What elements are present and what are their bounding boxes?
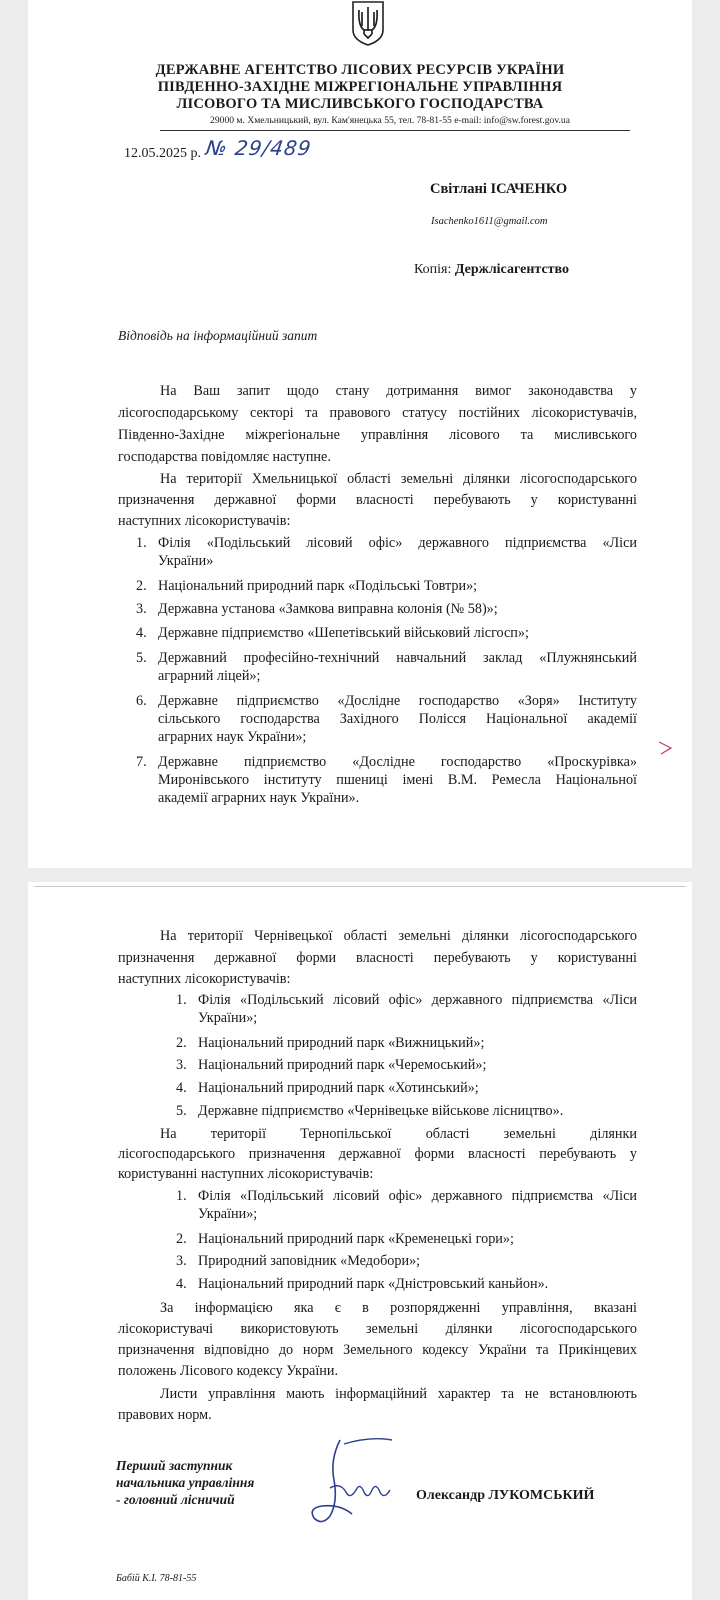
khm-item-5-text: Державний професійно-технічний навчальний заклад «Плужнянський bbox=[158, 650, 637, 666]
khm-item-4-text: Державне підприємство «Шепетівський військовий лісгосп»; bbox=[158, 625, 529, 641]
info-line-2: лісокористувачі використовують земельні ділянки лісогосподарського bbox=[118, 1321, 637, 1337]
khm-item-5-cont: аграрний ліцей»; bbox=[158, 668, 261, 684]
header-divider bbox=[160, 130, 630, 131]
khm-item-6-number: 6. bbox=[136, 693, 147, 709]
chern-item-1-number: 1. bbox=[176, 992, 187, 1008]
tern-line-1: На території Тернопільської області земельні ділянки bbox=[160, 1126, 637, 1142]
khm-item-5-number: 5. bbox=[136, 650, 147, 666]
department-subtitle: ЛІСОВОГО ТА МИСЛИВСЬКОГО ГОСПОДАРСТВА bbox=[176, 96, 544, 112]
agency-title: ДЕРЖАВНЕ АГЕНТСТВО ЛІСОВИХ РЕСУРСІВ УКРАЇНИ bbox=[155, 62, 565, 78]
khm-item-3-text: Державна установа «Замкова виправна колонія (№ 58)»; bbox=[158, 601, 498, 617]
tern-item-3-text: Природний заповідник «Медобори»; bbox=[198, 1253, 421, 1269]
info-line-3: призначення відповідно до норм Земельного кодексу України та Прикінцевих bbox=[118, 1342, 637, 1358]
registration-number: № 29/489 bbox=[204, 136, 314, 160]
chern-item-5-number: 5. bbox=[176, 1103, 187, 1119]
chern-line-1: На території Чернівецької області земельні ділянки лісогосподарського bbox=[160, 928, 637, 944]
signer-name: Олександр ЛУКОМСЬКИЙ bbox=[416, 1488, 595, 1503]
final-line-1: Листи управління мають інформаційний характер та не встановлюють bbox=[160, 1386, 637, 1402]
signer-position-2: начальника управління bbox=[116, 1475, 255, 1490]
chern-line-3: наступних лісокористувачів: bbox=[118, 971, 291, 987]
khm-item-7-cont-2: академії аграрних наук України». bbox=[158, 790, 360, 806]
khm-item-7-text: Державне підприємство «Дослідне господарство «Проскурівка» bbox=[158, 754, 637, 770]
copy-to bbox=[414, 262, 569, 278]
signer-position-3: - головний лісничий bbox=[116, 1492, 235, 1507]
khm-item-7-cont-1: Миронівського інституту пшениці імені В.М. Ремесла Національної bbox=[158, 772, 637, 788]
chern-item-2-text: Національний природний парк «Вижницький»; bbox=[198, 1035, 485, 1051]
chern-item-1-text: Філія «Подільський лісовий офіс» державного підприємства «Ліси bbox=[198, 992, 637, 1008]
khm-line-3: наступних лісокористувачів: bbox=[118, 513, 291, 529]
chern-item-2-number: 2. bbox=[176, 1035, 187, 1051]
khm-item-6-cont-1: сільського господарства Західного Полісся Національної академії bbox=[158, 711, 637, 727]
tern-item-2-text: Національний природний парк «Кременецькі гори»; bbox=[198, 1231, 514, 1247]
khm-item-1-number: 1. bbox=[136, 535, 147, 551]
copy-label: Копія: bbox=[414, 262, 452, 277]
tern-item-4-number: 4. bbox=[176, 1276, 187, 1292]
chern-item-3-text: Національний природний парк «Черемоський»; bbox=[198, 1057, 487, 1073]
letter-date: 12.05.2025 р. bbox=[124, 146, 201, 161]
tern-item-2-number: 2. bbox=[176, 1231, 187, 1247]
executor-info: Бабій К.І. 78-81-55 bbox=[116, 1573, 197, 1584]
khm-item-3-number: 3. bbox=[136, 601, 147, 617]
final-line-2: правових норм. bbox=[118, 1407, 212, 1423]
chern-item-5-text: Державне підприємство «Чернівецьке військове лісництво». bbox=[198, 1103, 564, 1119]
info-line-4: положень Лісового кодексу України. bbox=[118, 1363, 339, 1379]
intro-line-2: лісогосподарському секторі та правового статусу постійних лісокористувачів, bbox=[118, 405, 637, 421]
khm-line-1: На території Хмельницької області земельні ділянки лісогосподарського bbox=[160, 471, 637, 487]
letter-subject: Відповідь на інформаційний запит bbox=[118, 328, 318, 343]
scan-mark bbox=[657, 738, 677, 758]
tern-item-1-text: Філія «Подільський лісовий офіс» державного підприємства «Ліси bbox=[198, 1188, 637, 1204]
trident-emblem-icon bbox=[350, 0, 386, 46]
agency-address: 29000 м. Хмельницький, вул. Кам'янецька 55, тел. 78-81-55 e-mail: info@sw.forest.gov.ua bbox=[210, 115, 570, 126]
chern-item-4-number: 4. bbox=[176, 1080, 187, 1096]
chern-item-3-number: 3. bbox=[176, 1057, 187, 1073]
khm-item-6-text: Державне підприємство «Дослідне господарство «Зоря» Інституту bbox=[158, 693, 637, 709]
chern-item-1-cont: України»; bbox=[198, 1010, 258, 1026]
info-line-1: За інформацією яка є в розпорядженні управління, вказані bbox=[160, 1300, 637, 1316]
khm-item-1-cont: України» bbox=[158, 553, 214, 569]
khm-item-2-text: Національний природний парк «Подільські Товтри»; bbox=[158, 578, 478, 594]
chern-item-4-text: Національний природний парк «Хотинський»; bbox=[198, 1080, 479, 1096]
tern-item-4-text: Національний природний парк «Дністровський каньйон». bbox=[198, 1276, 549, 1292]
tern-line-3: користуванні наступних лісокористувачів: bbox=[118, 1166, 374, 1182]
intro-line-3: Південно-Західне міжрегіональне управління лісового та мисливського bbox=[118, 427, 637, 443]
intro-line-4: господарства повідомляє наступне. bbox=[118, 449, 331, 465]
khm-item-2-number: 2. bbox=[136, 578, 147, 594]
tern-line-2: лісогосподарського призначення державної форми власності перебувають у bbox=[118, 1146, 637, 1162]
tern-item-3-number: 3. bbox=[176, 1253, 187, 1269]
department-title: ПІВДЕННО-ЗАХІДНЕ МІЖРЕГІОНАЛЬНЕ УПРАВЛІННЯ bbox=[157, 79, 563, 95]
khm-line-2: призначення державної форми власності перебувають у користуванні bbox=[118, 492, 637, 508]
intro-line-1: На Ваш запит щодо стану дотримання вимог законодавства у bbox=[160, 383, 637, 399]
khm-item-4-number: 4. bbox=[136, 625, 147, 641]
tern-item-1-cont: України»; bbox=[198, 1206, 258, 1222]
recipient-email: Isachenko1611@gmail.com bbox=[431, 216, 548, 227]
copy-recipient: Держлісагентство bbox=[454, 262, 569, 277]
scan-edge-line bbox=[34, 886, 686, 887]
khm-item-7-number: 7. bbox=[136, 754, 147, 770]
tern-item-1-number: 1. bbox=[176, 1188, 187, 1204]
chern-line-2: призначення державної форми власності перебувають у користуванні bbox=[118, 950, 637, 966]
khm-item-1-text: Філія «Подільський лісовий офіс» державного підприємства «Ліси bbox=[158, 535, 637, 551]
recipient-name: Світлані ІСАЧЕНКО bbox=[430, 181, 568, 197]
khm-item-6-cont-2: аграрних наук України»; bbox=[158, 729, 307, 745]
signer-position-1: Перший заступник bbox=[116, 1458, 233, 1473]
handwritten-signature bbox=[300, 1430, 410, 1530]
